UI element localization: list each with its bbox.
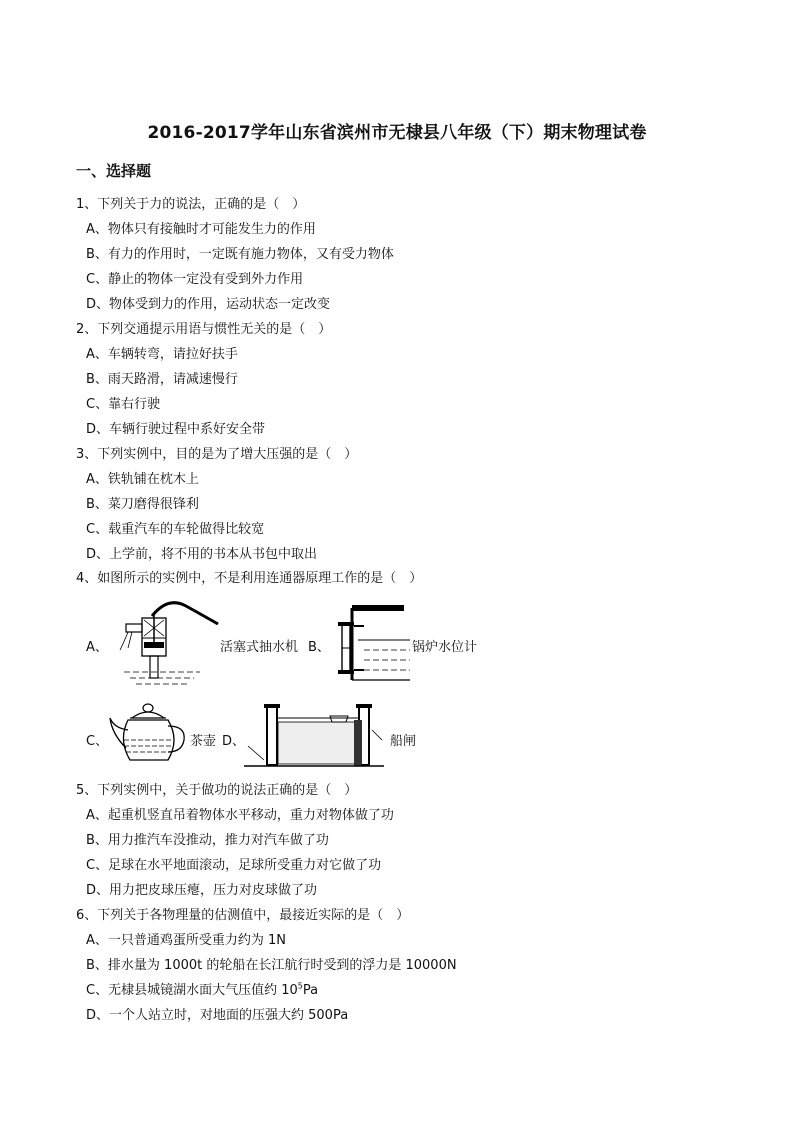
figure-d-letter: D、	[222, 734, 246, 749]
question-5-stem: 5、下列实例中，关于做功的说法正确的是（ ）	[76, 783, 358, 798]
figure-a-letter: A、	[86, 640, 108, 655]
question-4-stem: 4、如图所示的实例中，不是利用连通器原理工作的是（ ）	[76, 571, 423, 586]
question-3-stem: 3、下列实例中，目的是为了增大压强的是（ ）	[76, 447, 358, 462]
question-6-option-b: B、排水量为 1000t 的轮船在长江航行时受到的浮力是 10000N	[86, 958, 457, 973]
question-2-option-c: C、靠右行驶	[86, 397, 161, 412]
question-5-option-c: C、足球在水平地面滚动，足球所受重力对它做了功	[86, 858, 382, 873]
question-2-option-b: B、雨天路滑，请减速慢行	[86, 372, 238, 387]
question-1-option-b: B、有力的作用时，一定既有施力物体，又有受力物体	[86, 247, 394, 262]
figure-a-caption: 活塞式抽水机	[220, 640, 299, 655]
figure-c-letter: C、	[86, 734, 109, 749]
figure-b-letter: B、	[308, 640, 330, 655]
question-1-option-a: A、物体只有接触时才可能发生力的作用	[86, 222, 316, 237]
question-6-stem: 6、下列关于各物理量的估测值中，最接近实际的是（ ）	[76, 908, 410, 923]
question-1-option-d: D、物体受到力的作用，运动状态一定改变	[86, 297, 331, 312]
figure-b-caption: 锅炉水位计	[412, 640, 478, 655]
question-2-option-d: D、车辆行驶过程中系好安全带	[86, 422, 266, 437]
piston-pump-figure	[108, 598, 220, 688]
question-6-option-a: A、一只普通鸡蛋所受重力约为 1N	[86, 933, 287, 948]
figure-c-caption: 茶壶	[190, 734, 217, 749]
question-5-option-d: D、用力把皮球压瘪，压力对皮球做了功	[86, 883, 318, 898]
question-5-option-a: A、起重机竖直吊着物体水平移动，重力对物体做了功	[86, 808, 394, 823]
question-3-option-b: B、菜刀磨得很锋利	[86, 497, 199, 512]
question-3-option-d: D、上学前，将不用的书本从书包中取出	[86, 547, 318, 562]
unit-pa: Pa	[302, 983, 319, 998]
question-2-option-a: A、车辆转弯，请拉好扶手	[86, 347, 238, 362]
question-1-option-c: C、静止的物体一定没有受到外力作用	[86, 272, 304, 287]
question-6-option-c-text: C、无棣县城镜湖水面大气压值约 10	[86, 983, 298, 998]
section-heading: 一、选择题	[76, 162, 152, 180]
boiler-gauge-figure	[328, 602, 412, 684]
question-5-option-b: B、用力推汽车没推动，推力对汽车做了功	[86, 833, 329, 848]
question-2-stem: 2、下列交通提示用语与惯性无关的是（ ）	[76, 322, 332, 337]
figure-d-caption: 船闸	[390, 734, 417, 749]
teapot-figure	[106, 700, 192, 766]
question-3-option-c: C、载重汽车的车轮做得比较宽	[86, 522, 265, 537]
page-title: 2016-2017学年山东省滨州市无棣县八年级（下）期末物理试卷	[147, 123, 647, 143]
question-6-option-c	[86, 982, 318, 1000]
question-1-stem: 1、下列关于力的说法，正确的是（ ）	[76, 197, 306, 212]
question-3-option-a: A、铁轨铺在枕木上	[86, 472, 199, 487]
ship-lock-figure	[244, 700, 384, 768]
question-6-option-d: D、一个人站立时，对地面的压强大约 500Pa	[86, 1008, 349, 1023]
exponent: 5	[297, 981, 303, 991]
